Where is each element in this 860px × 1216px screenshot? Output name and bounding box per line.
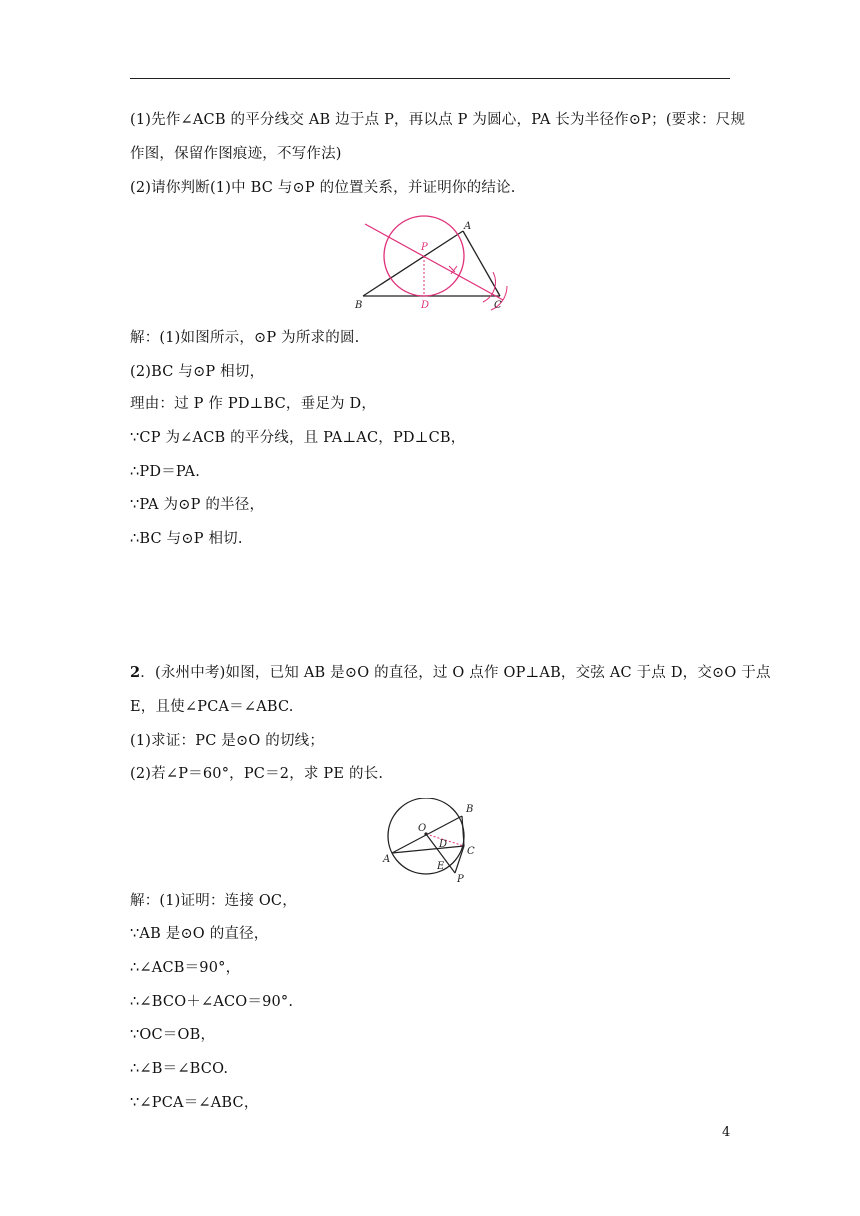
- figure-circle-o: [380, 798, 490, 888]
- label-d: D: [421, 300, 430, 311]
- label-b: B: [355, 300, 363, 311]
- label-c2: C: [467, 846, 475, 857]
- p1-solution-5: ∴PD＝PA.: [130, 464, 201, 480]
- p1-solution-1: 解：(1)如图所示，⊙P 为所求的圆.: [130, 330, 360, 346]
- header-rule: [130, 78, 730, 79]
- p1-question-1: (1)先作∠ACB 的平分线交 AB 边于点 P，再以点 P 为圆心，PA 长为半径作⊙P；(要求：尺规: [130, 112, 746, 128]
- label-a2: A: [383, 854, 391, 865]
- p1-solution-7: ∴BC 与⊙P 相切.: [130, 531, 243, 547]
- p2-question-2: (2)若∠P＝60°，PC＝2，求 PE 的长.: [130, 766, 384, 782]
- p2-stem-2: E，且使∠PCA＝∠ABC.: [130, 699, 294, 715]
- label-e: E: [437, 861, 445, 872]
- angle-bisector: [365, 224, 503, 300]
- p2-question-1: (1)求证：PC 是⊙O 的切线；: [130, 733, 325, 749]
- label-c: C: [494, 300, 502, 311]
- label-d2: D: [439, 839, 448, 850]
- p1-solution-3: 理由：过 P 作 PD⊥BC，垂足为 D，: [130, 396, 377, 412]
- p2-number: 2: [130, 664, 141, 681]
- label-p2: P: [457, 874, 464, 885]
- p1-solution-6: ∵PA 为⊙P 的半径，: [130, 497, 265, 513]
- label-o: O: [418, 823, 427, 834]
- p2-solution-1: 解：(1)证明：连接 OC，: [130, 893, 297, 909]
- p1-question-2: (2)请你判断(1)中 BC 与⊙P 的位置关系，并证明你的结论.: [130, 180, 516, 196]
- p2-solution-3: ∴∠ACB＝90°，: [130, 960, 241, 976]
- p2-solution-2: ∵AB 是⊙O 的直径，: [130, 926, 269, 942]
- side-ac: [463, 231, 500, 296]
- figure-triangle-circle: [345, 214, 515, 314]
- p1-solution-4: ∵CP 为∠ACB 的平分线，且 PA⊥AC，PD⊥CB，: [130, 430, 466, 446]
- label-a: A: [464, 221, 472, 232]
- p1-solution-2: (2)BC 与⊙P 相切，: [130, 364, 265, 380]
- p2-solution-7: ∵∠PCA＝∠ABC，: [130, 1095, 259, 1111]
- page-number: 4: [722, 1125, 731, 1140]
- label-p: P: [421, 242, 428, 253]
- p2-solution-6: ∴∠B＝∠BCO.: [130, 1061, 229, 1077]
- p1-question-1-cont: 作图，保留作图痕迹，不写作法): [130, 146, 342, 162]
- p2-solution-5: ∵OC＝OB，: [130, 1027, 216, 1043]
- circle-o: [388, 798, 464, 874]
- p2-stem-text: ．(永州中考)如图，已知 AB 是⊙O 的直径，过 O 点作 OP⊥AB，交弦 AC 于点 D，交⊙O 于点: [140, 665, 771, 681]
- p2-solution-4: ∴∠BCO＋∠ACO＝90°.: [130, 994, 294, 1010]
- p2-stem-1: [130, 663, 771, 683]
- side-ba: [363, 231, 463, 296]
- label-b2: B: [466, 804, 474, 815]
